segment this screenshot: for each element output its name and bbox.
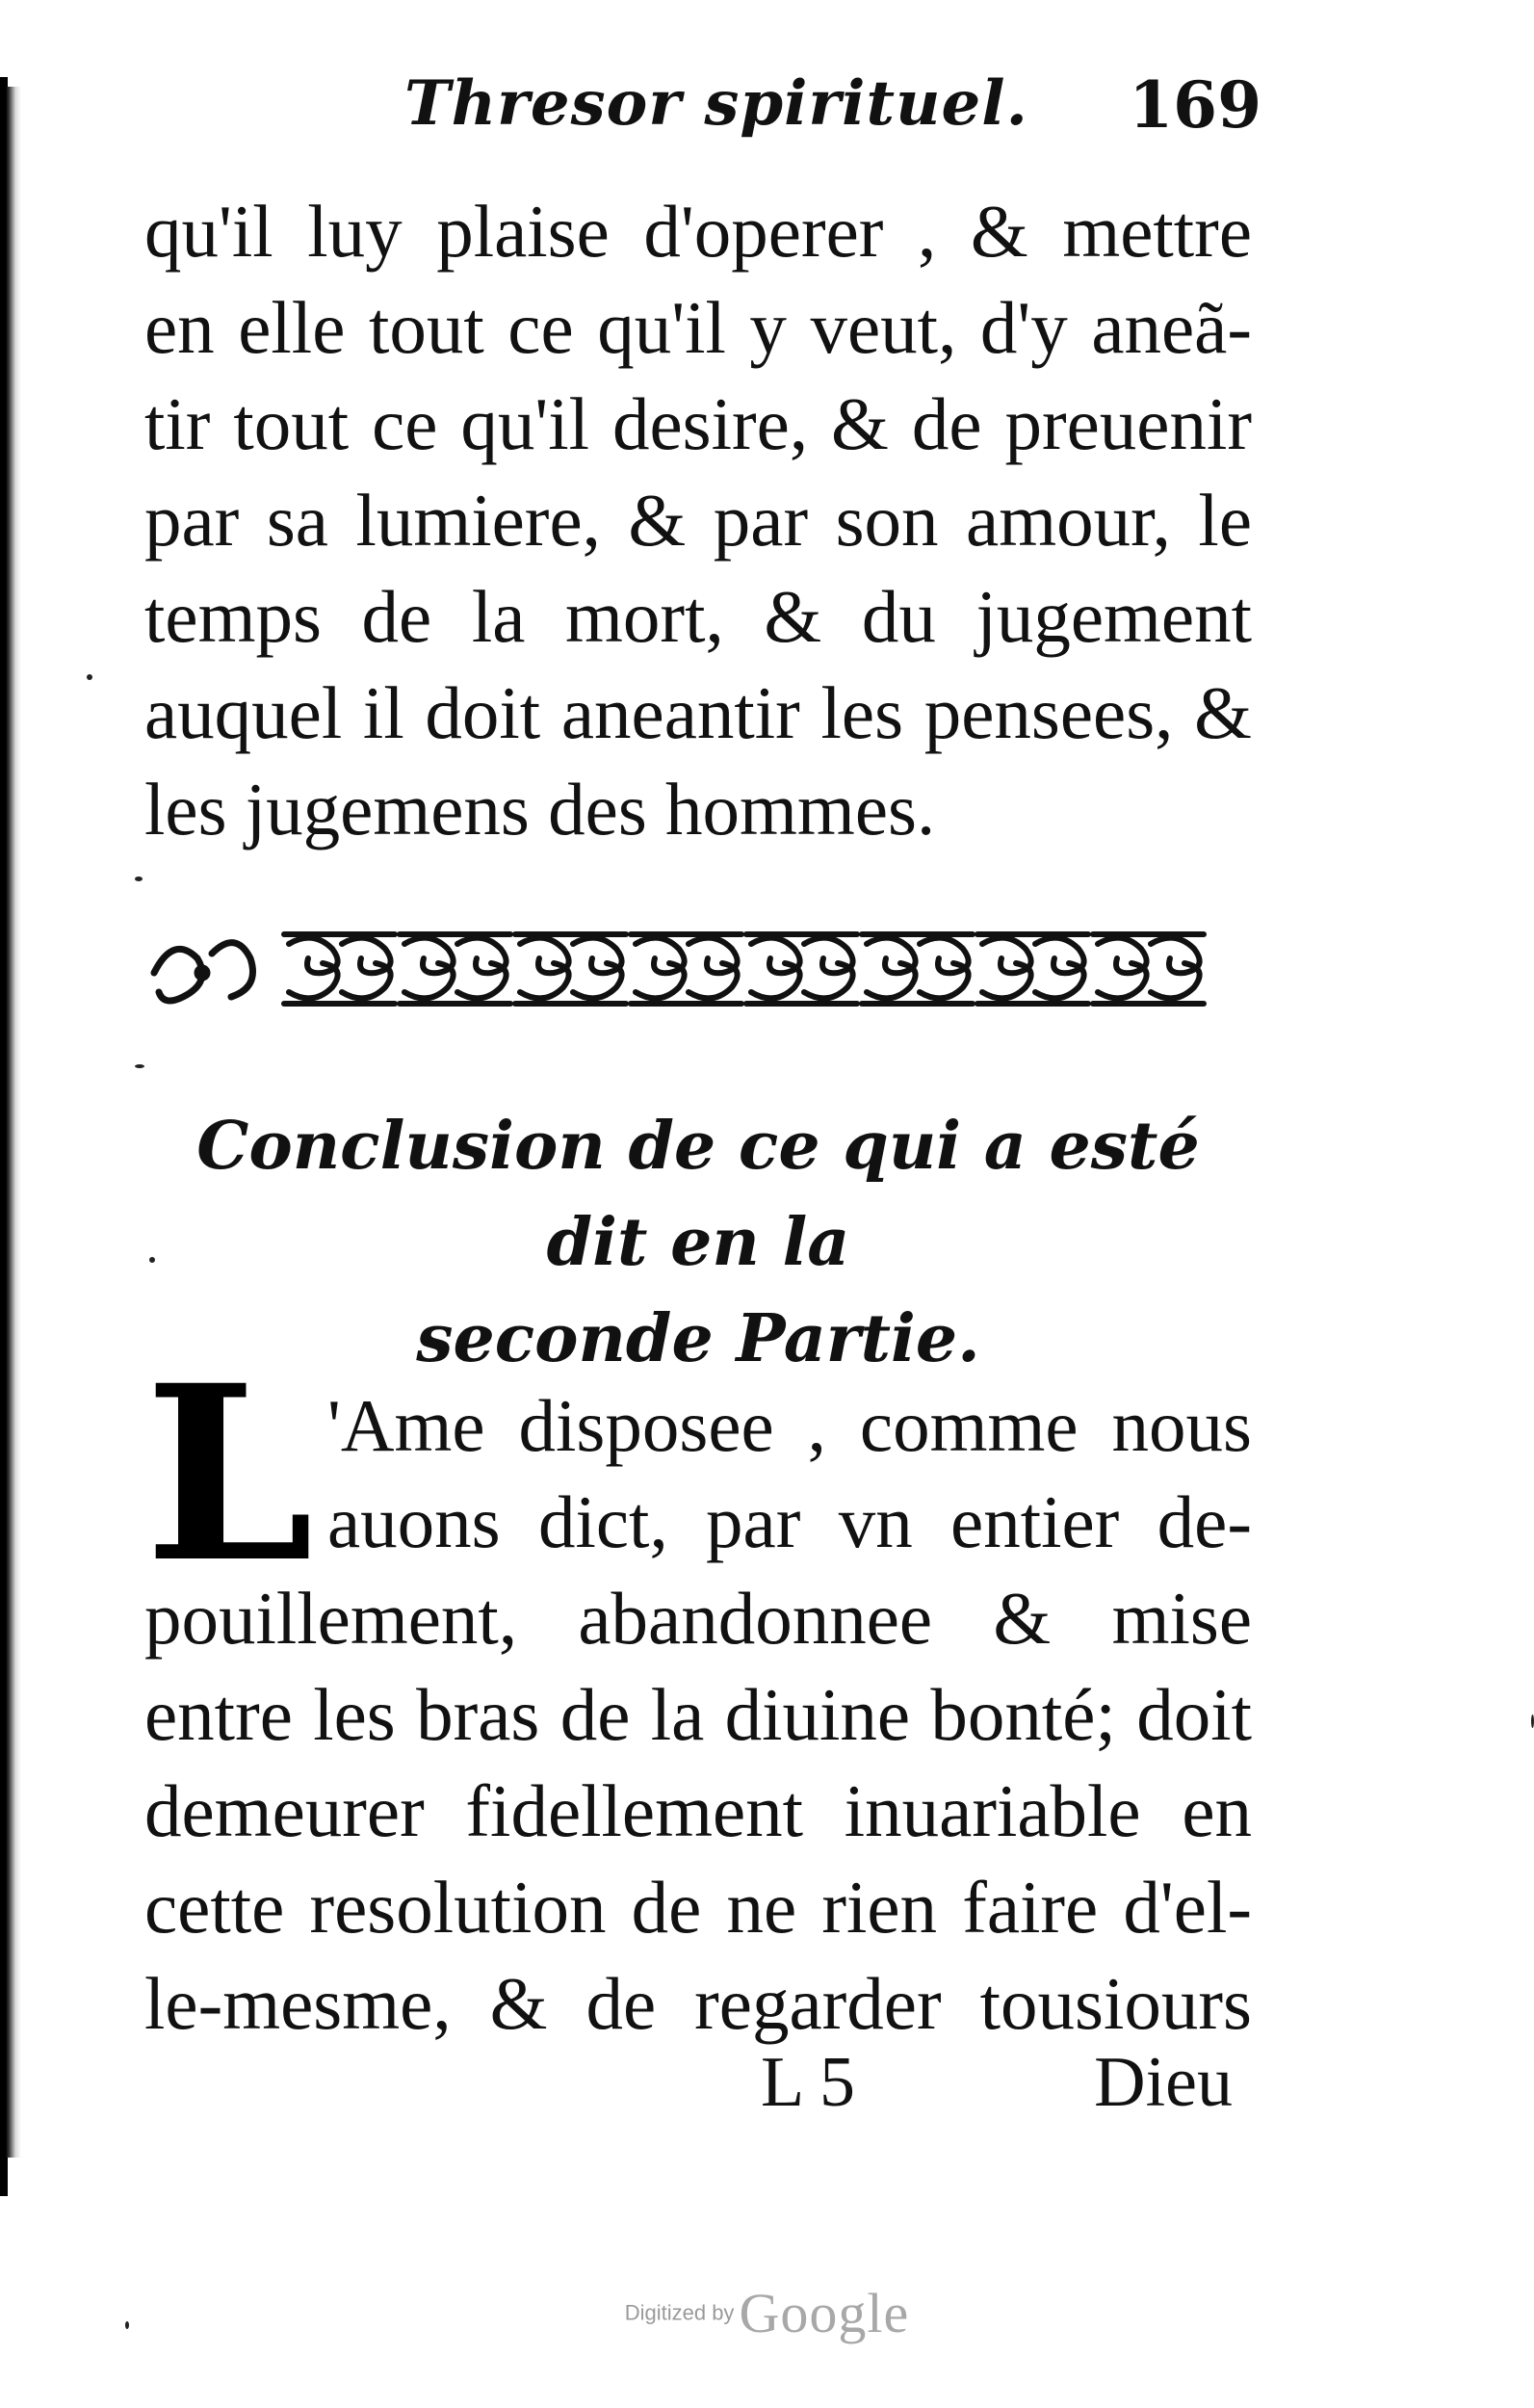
heading-line: Conclusion de ce qui a esté dit en la [196,1108,1200,1281]
text-line: pouillement, abandonnee & mise [144,1577,1252,1660]
digitization-watermark [0,2281,1534,2345]
watermark-prefix: Digitized by [624,2300,735,2325]
text-line: demeurer fidellement inuariable en [144,1769,1252,1852]
page-number: 169 [1129,67,1261,143]
ink-speck [87,674,92,680]
ink-speck [135,877,143,881]
text-line: en elle tout ce qu'il y veut, d'y aneã- [144,286,1252,369]
text-line: le-mesme, & de regarder tousiours [144,1962,1252,2045]
google-logo: Google [739,2282,910,2344]
text-line: les jugemens des hommes. [144,768,936,851]
running-head-title: Thresor spirituel. [404,67,1028,140]
ink-speck [135,1064,144,1068]
catchword: Dieu [1094,2043,1233,2122]
text-line: qu'il luy plaise d'operer , & mettre [144,190,1252,273]
text-line: tir tout ce qu'il desire, & de preuenir [144,382,1252,465]
heading-line: seconde Partie. [416,1300,980,1377]
text-line: auquel il doit aneantir les pensees, & [144,671,1252,754]
text-line: entre les bras de la diuine bonté; doit [144,1673,1252,1756]
binding-shadow [0,87,21,2158]
text-line: par sa lumiere, & par son amour, le [144,479,1252,562]
ink-speck [125,2321,129,2329]
text-line: cette resolution de ne rien faire d'el- [144,1866,1252,1949]
text-line: 'Ame disposee , comme nous [327,1384,1252,1467]
page-footer-line [144,2042,1252,2138]
ink-speck [149,1257,155,1263]
signature-mark: L 5 [761,2043,855,2122]
top-paragraph [144,183,1252,857]
drop-cap: L [144,1332,314,1615]
text-line: auons dict, par vn entier de- [327,1480,1252,1563]
running-head [154,67,1261,164]
text-line: temps de la mort, & du jugement [144,575,1252,658]
ornamental-border [144,915,1252,1021]
